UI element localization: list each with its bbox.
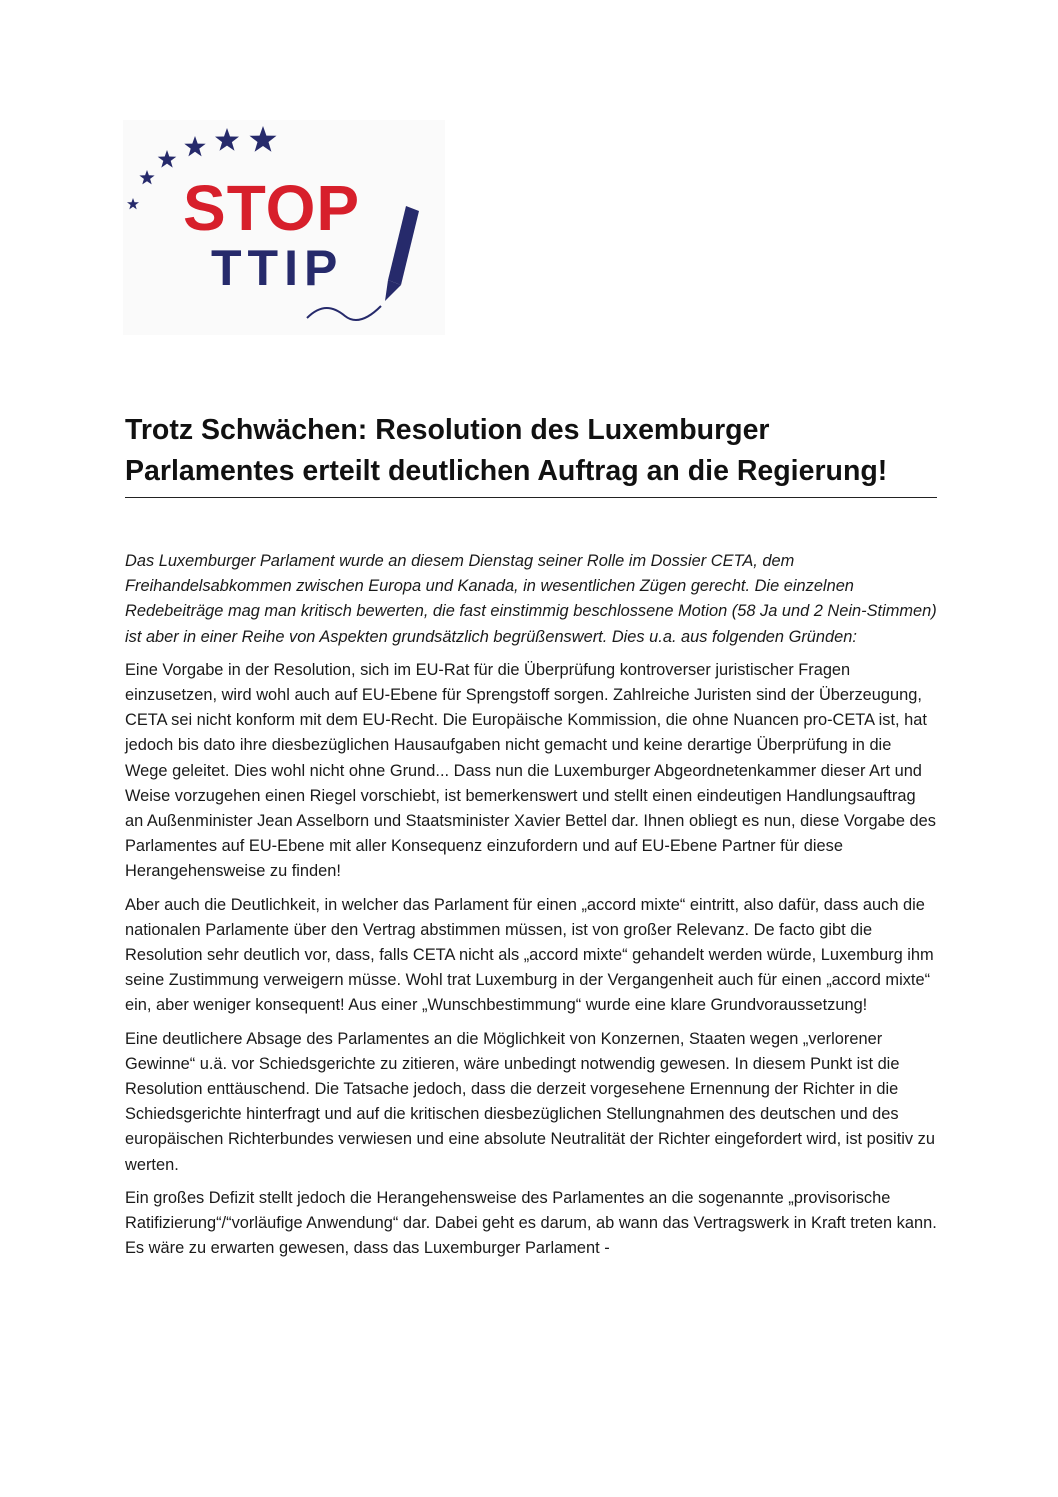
star-icon [184,136,205,156]
star-icon [215,128,239,151]
logo-ttip-text: TTIP [211,240,344,296]
article-body [125,549,937,1269]
star-icon [127,198,139,209]
body-paragraph: Eine Vorgabe in der Resolution, sich im EU-Rat für die Überprüfung kontroverser juristischer Fragen einzusetzen, wird wohl auch auf EU-Ebene für Sprengstoff sorgen. Zahlreiche Juristen sind der Überzeugung, CETA sei nicht konform mit dem EU-Recht. Die Europäische Kommission, die ohne Nuancen pro-CETA ist, hat jedoch bis dato ihre diesbezüglichen Hausaufgaben nicht gemacht und keine derartige Überprüfung in die Wege geleitet. Dies wohl nicht ohne Grund... Dass nun die Luxemburger Abgeordnetenkammer dieser Art und Weise vorzugehen einen Riegel vorschiebt, ist bemerkenswert und stellt einen eindeutigen Handlungsauftrag an Außenminister Jean Asselborn und Staatsminister Xavier Bettel dar. Ihnen obliegt es nun, diese Vorgabe des Parlamentes auf EU-Ebene mit aller Konsequenz einzufordern und auf EU-Ebene Partner für diese Herangehensweise zu finden! [125,660,936,881]
star-icon [158,150,177,168]
body-paragraph: Ein großes Defizit stellt jedoch die Herangehensweise des Parlamentes an die sogenannte „provisorische Ratifizierung“/“vorläufige Anwendung“ dar. Dabei geht es darum, ab wann das Vertragswerk in Kraft treten kann. Es wäre zu erwarten gewesen, dass das Luxemburger Parlament - [125,1188,937,1258]
star-icon [139,170,154,184]
signature-squiggle-icon [307,306,381,320]
article-title: Trotz Schwächen: Resolution des Luxemburger Parlamentes erteilt deutlichen Auftrag an die Regierung! [125,410,937,498]
star-icon [250,126,277,152]
logo-stop-text: STOP [183,172,361,244]
body-paragraph: Eine deutlichere Absage des Parlamentes an die Möglichkeit von Konzernen, Staaten wegen „verlorener Gewinne“ u.ä. vor Schiedsgerichte zu zitieren, wäre unbedingt notwendig gewesen. In diesem Punkt ist die Resolution enttäuschend. Die Tatsache jedoch, dass die derzeit vorgesehene Ernennung der Richter in die Schiedsgerichte hinterfragt und auf die kritischen diesbezüglichen Stellungnahmen des deutschen und des europäischen Richterbundes verwiesen und eine absolute Neutralität der Richter eingefordert wird, ist positiv zu werten. [125,1029,935,1174]
intro-paragraph: Das Luxemburger Parlament wurde an diesem Dienstag seiner Rolle im Dossier CETA, dem Freihandelsabkommen zwischen Europa und Kanada, in wesentlichen Zügen gerecht. Die einzelnen Redebeiträge mag man kritisch bewerten, die fast einstimmig beschlossene Motion (58 Ja und 2 Nein-Stimmen) ist aber in einer Reihe von Aspekten grundsätzlich begrüßenswert. Dies u.a. aus folgenden Gründen: [125,552,937,646]
stop-ttip-logo [123,120,445,335]
body-paragraph: Aber auch die Deutlichkeit, in welcher das Parlament für einen „accord mixte“ eintritt, also dafür, dass auch die nationalen Parlamente über den Vertrag abstimmen müssen, ist von großer Relevanz. De facto gibt die Resolution sehr deutlich vor, dass, falls CETA nicht als „accord mixte“ gehandelt werden würde, Luxemburg ihm seine Zustimmung verweigern müsse. Wohl trat Luxemburg in der Vergangenheit auch für einen „accord mixte“ ein, aber weniger konsequent! Aus einer „Wunschbestimmung“ wurde eine klare Grundvoraussetzung! [125,895,934,1015]
pen-icon [385,206,419,301]
